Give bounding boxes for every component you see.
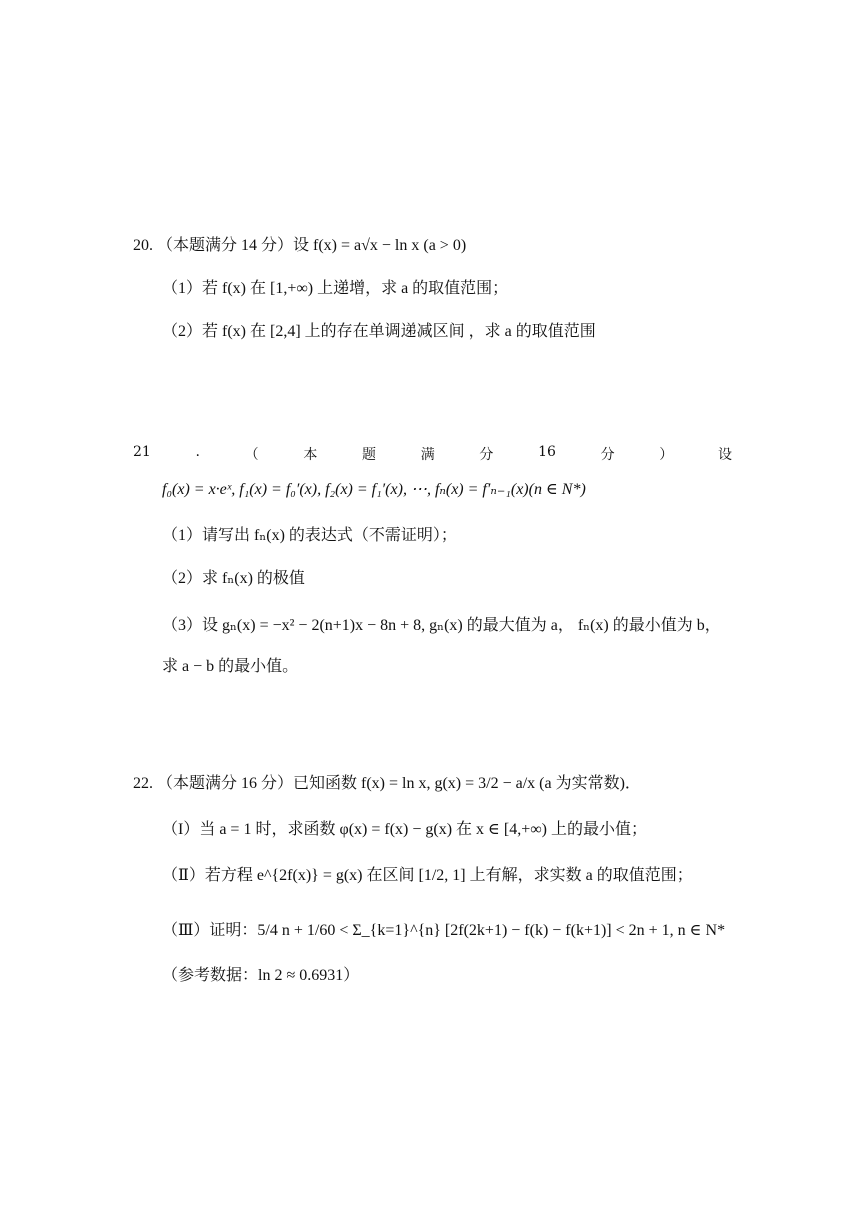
q20-part2: （2）若 f(x) 在 [2,4] 上的存在单调递减区间 ，求 a 的取值范围 <box>162 323 596 340</box>
q21-definition: f₀(x) = x·eˣ, f₁(x) = f₀′(x), f₂(x) = f₁′(x), ⋯, fₙ(x) = f′ₙ₋₁(x)(n ∈ N*) <box>162 481 586 498</box>
q21-token: . <box>195 444 200 460</box>
q21-token: ） <box>659 447 674 463</box>
q21-token: 题 <box>362 447 377 463</box>
q21-token: 设 <box>717 447 732 463</box>
q21-heading <box>133 444 732 464</box>
q21-part2: （2）求 fₙ(x) 的极值 <box>162 570 305 587</box>
q21-token: （ <box>244 447 259 463</box>
q21-token: 本 <box>303 447 318 463</box>
q21-token: 16 <box>538 444 556 460</box>
q22-reference: （参考数据：ln 2 ≈ 0.6931） <box>162 967 360 984</box>
q21-token: 21 <box>133 444 151 460</box>
q21-part3-cont: 求 a − b 的最小值。 <box>162 658 299 675</box>
q20-part1: （1）若 f(x) 在 [1,+∞) 上递增，求 a 的取值范围； <box>162 280 509 297</box>
q20-heading: 20. （本题满分 14 分）设 f(x) = a√x − ln x (a > 0) <box>133 237 467 254</box>
q21-part3: （3）设 gₙ(x) = −x² − 2(n+1)x − 8n + 8, gₙ(x) 的最大值为 a， fₙ(x) 的最小值为 b， <box>162 617 721 634</box>
q22-part2: （Ⅱ）若方程 e^{2f(x)} = g(x) 在区间 [1/2, 1] 上有解，求实数 a 的取值范围； <box>162 867 693 884</box>
q21-part1: （1）请写出 fₙ(x) 的表达式（不需证明）； <box>162 527 457 544</box>
q22-part1: （I）当 a = 1 时，求函数 φ(x) = f(x) − g(x) 在 x ∈ [4,+∞) 上的最小值； <box>162 821 647 838</box>
q21-token: 分 <box>600 447 615 463</box>
q22-part3: （Ⅲ）证明：5/4 n + 1/60 < Σ_{k=1}^{n} [2f(2k+1) − f(k) − f(k+1)] < 2n + 1, n ∈ N* <box>162 922 726 939</box>
q22-heading: 22. （本题满分 16 分）已知函数 f(x) = ln x, g(x) = 3/2 − a/x (a 为实常数)． <box>133 775 641 792</box>
q21-token: 满 <box>420 447 435 463</box>
q21-token: 分 <box>479 447 494 463</box>
